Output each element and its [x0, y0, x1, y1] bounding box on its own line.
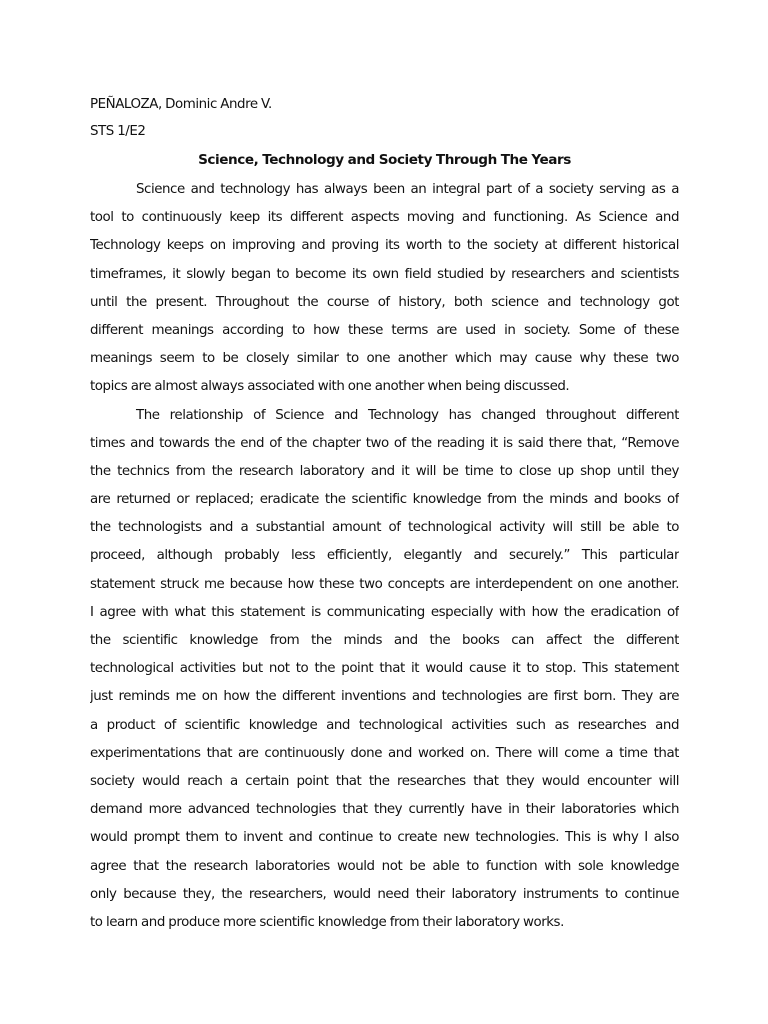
paragraph-line: Science and technology has always been an integral part of a society serving as a	[136, 182, 679, 197]
paragraph-line: I agree with what this statement is communicating especially with how the eradication of	[90, 604, 679, 620]
paragraph-line: agree that the research laboratories would not be able to function with sole knowledge	[90, 858, 679, 874]
paragraph-line: the technologists and a substantial amount of technological activity will still be able to	[90, 520, 679, 536]
paragraph-line: until the present. Throughout the course of history, both science and technology got	[90, 294, 679, 310]
paragraph-line: experimentations that are continuously done and worked on. There will come a time that	[90, 745, 679, 761]
paragraph-line: statement struck me because how these two concepts are interdependent on one another.	[90, 576, 679, 592]
paragraph-line: different meanings according to how these terms are used in society. Some of these	[90, 322, 679, 338]
paragraph-line: timeframes, it slowly began to become its own field studied by researchers and scientists	[90, 266, 679, 282]
paragraph-line: tool to continuously keep its different aspects moving and functioning. As Science and	[90, 210, 679, 226]
paragraph-line: a product of scientific knowledge and technological activities such as researches and	[90, 717, 679, 733]
paragraph-2	[90, 402, 679, 938]
paragraph-line: Technology keeps on improving and proving its worth to the society at different historical	[90, 238, 679, 254]
paragraph-1	[90, 176, 679, 402]
paragraph-line: only because they, the researchers, would need their laboratory instruments to continue	[90, 886, 679, 902]
paragraph-line: the scientific knowledge from the minds and the books can affect the different	[90, 633, 679, 648]
paragraph-line: topics are almost always associated with one another when being discussed.	[90, 379, 570, 395]
author-name: PEÑALOZA, Dominic Andre V.	[90, 97, 272, 112]
paragraph-line: are returned or replaced; eradicate the scientific knowledge from the minds and books of	[90, 492, 679, 508]
paragraph-line: meanings seem to be closely similar to one another which may cause why these two	[90, 351, 679, 367]
document-page	[90, 91, 679, 937]
paragraph-line: The relationship of Science and Technology has changed throughout different	[136, 407, 679, 423]
paragraph-line: proceed, although probably less efficiently, elegantly and securely.” This particular	[90, 548, 679, 564]
paragraph-line: just reminds me on how the different inventions and technologies are first born. They are	[90, 689, 679, 705]
paragraph-line: would prompt them to invent and continue to create new technologies. This is why I also	[90, 830, 679, 846]
paragraph-line: demand more advanced technologies that they currently have in their laboratories which	[90, 802, 679, 818]
paragraph-line: times and towards the end of the chapter two of the reading it is said there that, “Remove	[90, 435, 679, 451]
paragraph-line: society would reach a certain point that the researches that they would encounter will	[90, 773, 679, 789]
essay-title: Science, Technology and Society Through The Years	[198, 152, 571, 168]
paragraph-line: technological activities but not to the point that it would cause it to stop. This statement	[90, 661, 679, 677]
course-section: STS 1/E2	[90, 124, 146, 139]
paragraph-line: to learn and produce more scientific knowledge from their laboratory works.	[90, 914, 564, 930]
paragraph-line: the technics from the research laboratory and it will be time to close up shop until they	[90, 463, 679, 479]
